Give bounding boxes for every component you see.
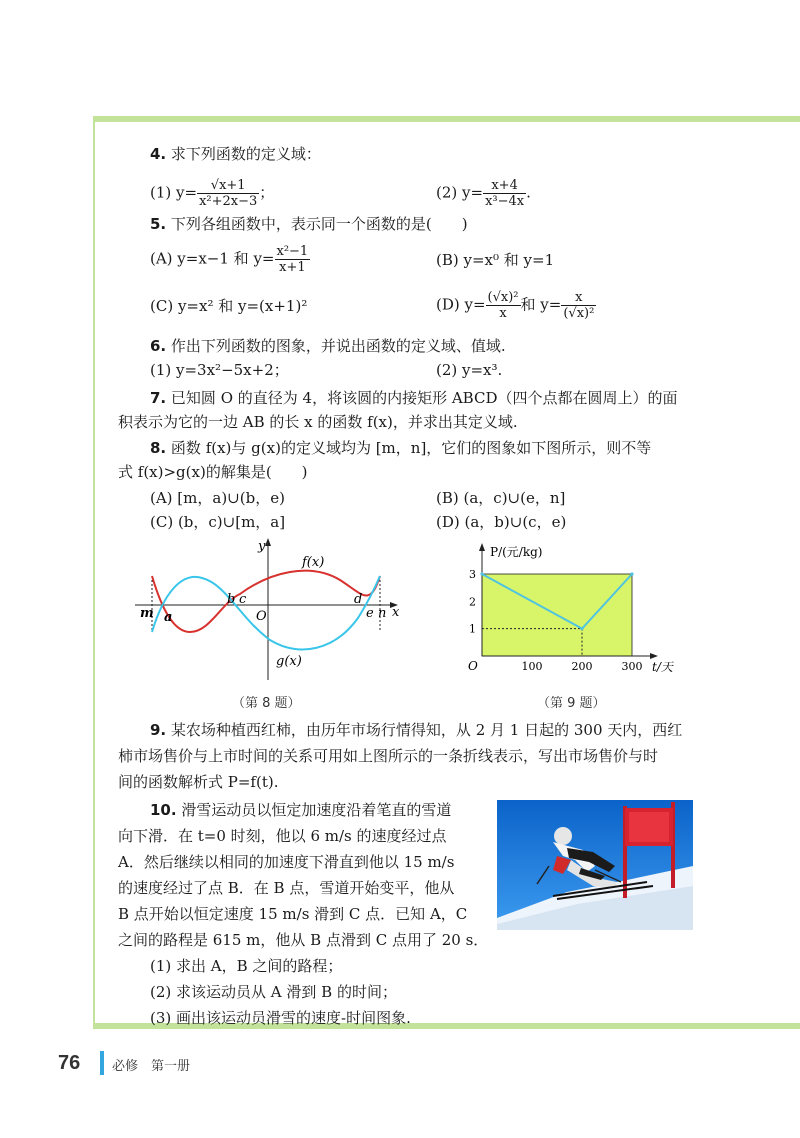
- q4-p2-y: y=: [462, 183, 484, 202]
- q4-p1-y: y=: [176, 183, 198, 202]
- q5-option-a: [150, 244, 310, 275]
- fig8-y-arrow: [265, 538, 271, 546]
- fig8-n-label: n: [378, 606, 387, 621]
- q5-d-mid: 和 y=: [520, 295, 562, 314]
- fig8-y-label: y: [258, 539, 266, 554]
- q9-line3: 间的函数解析式 P=f(t).: [118, 773, 279, 791]
- q10-line1: [150, 800, 451, 820]
- q5-a-denominator: x+1: [279, 260, 306, 275]
- figure-8: [130, 532, 405, 682]
- q9-line1: [150, 720, 682, 740]
- q4-p2-denominator: x³−4x: [485, 194, 525, 209]
- q8-option-a: (A) [m，a)∪(b，e): [150, 489, 285, 507]
- q9-number: 9.: [150, 721, 167, 739]
- fig8-d-label: d: [354, 592, 363, 607]
- chart-x-arrow: [650, 653, 658, 659]
- q6-text: 作出下列函数的图象，并说出函数的定义域、值域.: [170, 337, 506, 355]
- q4-p1-numerator: √x+1: [197, 178, 259, 194]
- fig8-caption: （第 8 题）: [232, 696, 301, 711]
- chart-point: [480, 572, 483, 575]
- book-label: 必修 第一册: [112, 1059, 191, 1074]
- q5-number: 5.: [150, 215, 167, 233]
- q5-d-fraction2: [561, 290, 596, 321]
- q5-d-denominator2: (√x)²: [563, 306, 595, 321]
- fig8-x-label: x: [392, 605, 400, 620]
- fig8-c-label: c: [239, 592, 247, 607]
- q10-part1: (1) 求出 A，B 之间的路程；: [150, 957, 343, 975]
- q4-p1-fraction: [197, 178, 259, 209]
- q10-line5: B 点开始以恒定速度 15 m/s 滑到 C 点．已知 A，C: [118, 905, 468, 923]
- q10-text1: 滑雪运动员以恒定加速度沿着笔直的雪道: [181, 801, 452, 819]
- q4-line: [150, 144, 321, 164]
- q4-part2: [436, 178, 531, 209]
- q8-option-d: (D) (a，b)∪(c，e): [436, 513, 567, 531]
- q5-d-fraction1: [486, 290, 521, 321]
- q8-option-b: (B) (a，c)∪(e，n]: [436, 489, 566, 507]
- q10-line3: A．然后继续以相同的加速度下滑直到他以 15 m/s: [118, 853, 455, 871]
- fig8-a-label: a: [164, 610, 173, 625]
- q4-p1-end: ；: [259, 183, 275, 202]
- q8-option-c: (C) (b，c)∪[m，a]: [150, 513, 286, 531]
- q4-part1: [150, 178, 274, 212]
- fig8-b-label: b: [227, 592, 236, 607]
- q4-number: 4.: [150, 145, 167, 163]
- fig8-e-label: e: [366, 606, 374, 621]
- q9-line2: 柿市场售价与上市时间的关系可用如上图所示的一条折线表示，写出市场售价与时: [118, 747, 659, 765]
- q7-number: 7.: [150, 389, 167, 407]
- q4-p2-end: .: [526, 183, 531, 202]
- q7-line2: 积表示为它的一边 AB 的长 x 的函数 f(x)，并求出其定义域.: [118, 413, 518, 431]
- q7-line1: [150, 388, 677, 408]
- q4-p1-label: (1): [150, 183, 172, 202]
- q5-d-numerator1: (√x)²: [487, 290, 519, 305]
- fig8-origin-label: O: [256, 609, 267, 624]
- chart-origin-label: O: [468, 659, 478, 673]
- q5-d-denominator1: x: [499, 306, 507, 321]
- q4-text: 求下列函数的定义域：: [170, 145, 321, 163]
- q4-p2-numerator: x+4: [483, 178, 526, 194]
- q5-a-text: (A) y=x−1 和 y=: [150, 249, 275, 268]
- q5-d-numerator2: x: [561, 290, 596, 306]
- chart-y-tick-label: 3: [469, 568, 476, 581]
- page-divider-bar: [100, 1051, 104, 1075]
- q10-part2: (2) 求该运动员从 A 滑到 B 的时间；: [150, 983, 397, 1001]
- q4-p2-fraction: [483, 178, 526, 209]
- figure-9-chart: [455, 538, 685, 678]
- q6-part2: (2) y=x³.: [436, 361, 503, 379]
- fig8-m-label: m: [140, 606, 154, 621]
- chart-y-arrow: [479, 543, 485, 551]
- chart-x-tick-label: 300: [621, 660, 643, 673]
- q8-number: 8.: [150, 439, 167, 457]
- chart-point: [580, 627, 583, 630]
- fig8-g-label: g(x): [276, 654, 302, 669]
- q4-p1-denominator: x²+2x−3: [199, 194, 258, 209]
- chart-x-tick-label: 100: [521, 660, 543, 673]
- q4-p2-label: (2): [436, 183, 458, 202]
- q10-line4: 的速度经过了点 B．在 B 点，雪道开始变平，他从: [118, 879, 455, 897]
- chart-point: [630, 572, 633, 575]
- q5-text: 下列各组函数中，表示同一个函数的是( ): [170, 215, 468, 233]
- q8-text1: 函数 f(x)与 g(x)的定义域均为 [m，n]，它们的图象如下图所示，则不等: [170, 439, 652, 457]
- q8-line1: [150, 438, 651, 458]
- q5-a-fraction: [275, 244, 311, 275]
- q10-line2: 向下滑．在 t=0 时刻，他以 6 m/s 的速度经过点: [118, 827, 447, 845]
- q5-line: [150, 214, 468, 234]
- q7-text1: 已知圆 O 的直径为 4，将该圆的内接矩形 ABCD（四个点都在圆周上）的面: [170, 389, 678, 407]
- q8-line2: 式 f(x)>g(x)的解集是( ): [118, 463, 308, 481]
- q6-part1: (1) y=3x²−5x+2；: [150, 361, 289, 379]
- q6-number: 6.: [150, 337, 167, 355]
- q9-text1: 某农场种植西红柿，由历年市场行情得知，从 2 月 1 日起的 300 天内，西红: [170, 721, 683, 739]
- page-number: 76: [58, 1052, 81, 1074]
- fig9-caption: （第 9 题）: [537, 696, 606, 711]
- q5-a-numerator: x²−1: [276, 244, 309, 259]
- chart-y-tick-label: 2: [469, 595, 476, 609]
- chart-y-tick-label: 1: [469, 622, 476, 636]
- q10-line6: 之间的路程是 615 m，他从 B 点滑到 C 点用了 20 s．: [118, 931, 489, 949]
- q6-line: [150, 336, 506, 356]
- q10-part3: (3) 画出该运动员滑雪的速度-时间图象.: [150, 1009, 411, 1027]
- skier-photo: [497, 800, 693, 930]
- q5-option-d: [436, 290, 596, 321]
- fig8-f-label: f(x): [302, 555, 325, 570]
- chart-x-label: t/天: [652, 660, 673, 674]
- q10-number: 10.: [150, 801, 177, 819]
- q5-option-b: (B) y=x⁰ 和 y=1: [436, 251, 555, 269]
- q5-option-c: (C) y=x² 和 y=(x+1)²: [150, 297, 308, 315]
- chart-x-tick-label: 200: [571, 660, 593, 673]
- chart-y-label: P/(元/kg): [490, 545, 543, 559]
- q5-d-text: (D) y=: [436, 295, 486, 314]
